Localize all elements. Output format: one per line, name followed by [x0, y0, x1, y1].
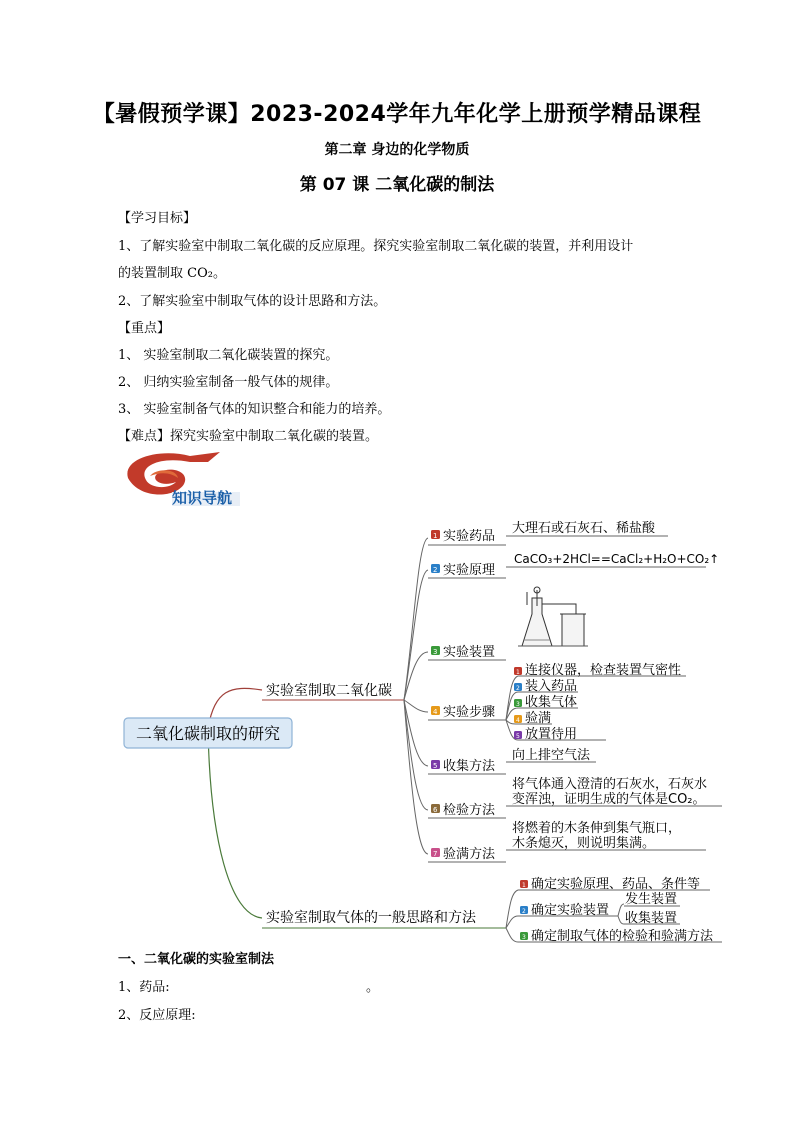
- item-collect-label: 收集方法: [443, 759, 496, 774]
- lesson-title: 第 07 课 二氧化碳的制法: [299, 175, 495, 195]
- item-collect-content: 向上排空气法: [512, 748, 591, 763]
- objective-line-1: 1、了解实验室中制取二氧化碳的反应原理。探究实验室制取二氧化碳的装置，并利用设计: [118, 239, 634, 254]
- key-point-1: 1、 实验室制取二氧化碳装置的探究。: [118, 348, 339, 363]
- b2-sub-collector: 收集装置: [625, 911, 678, 926]
- step-badge-3-num: 3: [516, 701, 520, 708]
- item-drugs-content: 大理石或石灰石、稀盐酸: [512, 521, 656, 536]
- b2-item-3-text: 确定制取气体的检验和验满方法: [531, 929, 714, 944]
- section1-principle: 2、反应原理:: [118, 1008, 196, 1023]
- knowledge-nav-logo: [120, 448, 245, 510]
- step-3-text: 收集气体: [525, 695, 578, 710]
- item-steps-label: 实验步骤: [443, 705, 496, 720]
- difficulty-line: 【难点】探究实验室中制取二氧化碳的装置。: [118, 429, 379, 444]
- root-label: 二氧化碳制取的研究: [136, 724, 281, 743]
- badge-4-num: 4: [433, 708, 438, 716]
- branch2-label: 实验室制取气体的一般思路和方法: [266, 910, 476, 926]
- item-full-content-1: 将燃着的木条伸到集气瓶口，: [512, 821, 682, 836]
- objectives-heading: 【学习目标】: [118, 211, 197, 226]
- item-principle-label: 实验原理: [443, 563, 496, 578]
- document-title: 【暑假预学课】2023-2024学年九年化学上册预学精品课程: [92, 102, 702, 127]
- item-test-label: 检验方法: [443, 803, 496, 818]
- chapter-title: 第二章 身边的化学物质: [324, 142, 470, 158]
- step-1-text: 连接仪器，检查装置气密性: [525, 663, 682, 678]
- b2-item-1-text: 确定实验原理、药品、条件等: [531, 877, 701, 892]
- step-badge-5-num: 5: [516, 733, 520, 740]
- mindmap: [0, 510, 794, 950]
- item-principle-equation: CaCO₃+2HCl==CaCl₂+H₂O+CO₂↑: [514, 552, 720, 566]
- section1-drugs: 1、药品:: [118, 980, 170, 995]
- objective-line-3: 2、了解实验室中制取气体的设计思路和方法。: [118, 294, 387, 309]
- item-test-content-2: 变浑浊，证明生成的气体是CO₂。: [512, 792, 706, 807]
- badge-2-num: 2: [433, 566, 438, 574]
- objective-line-2: 的装置制取 CO₂。: [118, 266, 226, 281]
- logo-text: 知识导航: [172, 489, 233, 507]
- step-badge-2-num: 2: [516, 685, 520, 692]
- badge-5-num: 5: [433, 762, 438, 770]
- step-4-text: 验满: [525, 711, 552, 726]
- b2-badge-3-num: 3: [522, 934, 526, 941]
- step-5-text: 放置待用: [525, 727, 578, 742]
- branch1-label: 实验室制取二氧化碳: [266, 683, 392, 699]
- key-points-heading: 【重点】: [118, 321, 171, 336]
- badge-6-num: 6: [433, 806, 438, 814]
- b2-badge-1-num: 1: [522, 882, 526, 889]
- item-drugs-label: 实验药品: [443, 529, 496, 544]
- section1-heading: 一、二氧化碳的实验室制法: [118, 952, 275, 967]
- badge-7-num: 7: [433, 850, 438, 858]
- b2-sub-generator: 发生装置: [625, 892, 678, 907]
- apparatus-illustration: [518, 587, 588, 646]
- item-full-label: 验满方法: [443, 847, 496, 862]
- item-apparatus-label: 实验装置: [443, 645, 496, 660]
- key-point-3: 3、 实验室制备气体的知识整合和能力的培养。: [118, 402, 391, 417]
- item-test-content-1: 将气体通入澄清的石灰水，石灰水: [512, 777, 708, 792]
- key-point-2: 2、 归纳实验室制备一般气体的规律。: [118, 375, 339, 390]
- badge-3-num: 3: [433, 648, 438, 656]
- section1-period: 。: [366, 980, 380, 995]
- step-badge-4-num: 4: [516, 717, 520, 724]
- b2-badge-2-num: 2: [522, 908, 526, 915]
- item-full-content-2: 木条熄灭，则说明集满。: [512, 836, 656, 851]
- b2-item-2-text: 确定实验装置: [531, 903, 610, 918]
- badge-1-num: 1: [433, 532, 438, 540]
- step-2-text: 装入药品: [525, 679, 578, 694]
- step-badge-1-num: 1: [516, 669, 520, 676]
